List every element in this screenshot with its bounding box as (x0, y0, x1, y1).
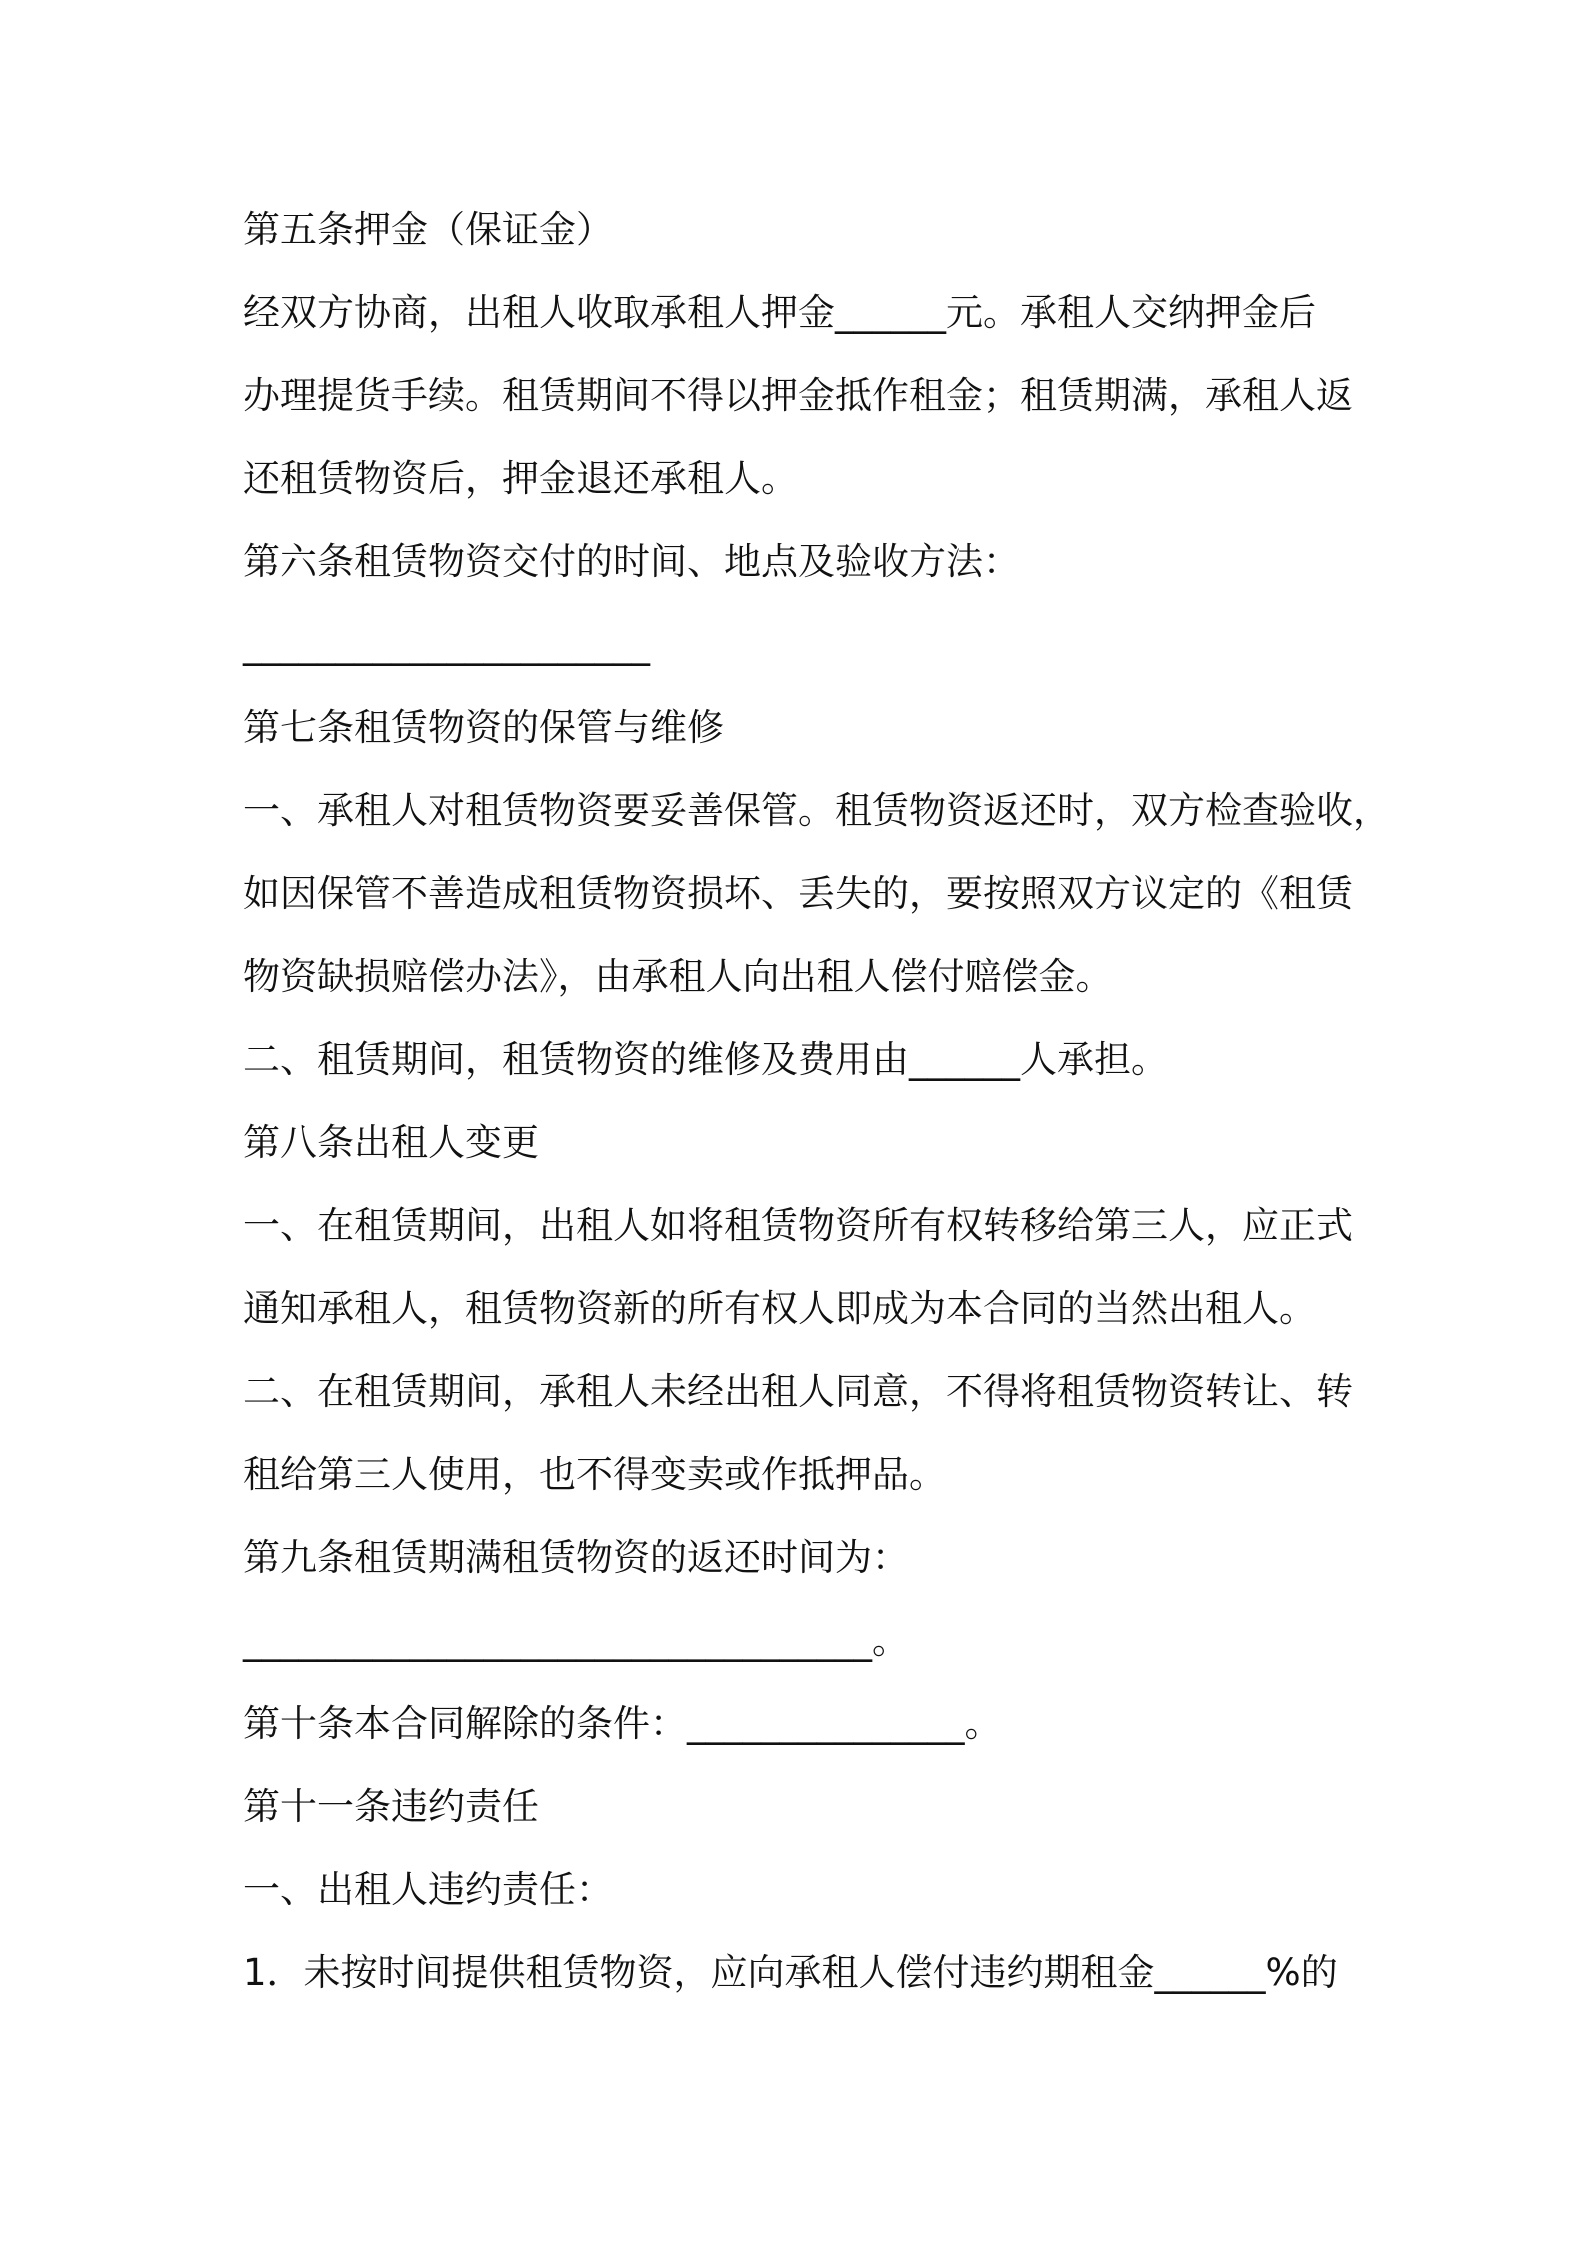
contract-text (243, 198, 1390, 2024)
article-8-clause-2-line-1: 二、在租赁期间，承租人未经出租人同意，不得将租赁物资转让、转 (243, 1370, 1353, 1413)
article-11-item-1: 1．未按时间提供租赁物资，应向承租人偿付违约期租金______%的 (243, 1951, 1338, 1994)
article-8-clause-1-line-2: 通知承租人，租赁物资新的所有权人即成为本合同的当然出租人。 (243, 1287, 1316, 1330)
article-11-heading: 第十一条违约责任 (243, 1785, 539, 1828)
article-8-heading: 第八条出租人变更 (243, 1121, 539, 1164)
article-5-paragraph-line-3: 还租赁物资后，押金退还承租人。 (243, 457, 798, 500)
article-10-line: 第十条本合同解除的条件：_______________。 (243, 1702, 1002, 1745)
article-11-lessor-heading: 一、出租人违约责任： (243, 1868, 613, 1911)
article-8-clause-1-line-1: 一、在租赁期间，出租人如将租赁物资所有权转移给第三人，应正式 (243, 1204, 1353, 1247)
article-6-heading: 第六条租赁物资交付的时间、地点及验收方法： (243, 540, 1020, 583)
article-9-blank-line: __________________________________。 (243, 1619, 909, 1662)
article-5-heading: 第五条押金（保证金） (243, 208, 613, 251)
article-6-blank-line: ______________________ (243, 623, 650, 666)
article-7-clause-1-line-1: 一、承租人对租赁物资要妥善保管。租赁物资返还时，双方检查验收， (243, 789, 1390, 832)
article-5-paragraph-line-2: 办理提货手续。租赁期间不得以押金抵作租金；租赁期满，承租人返 (243, 374, 1353, 417)
article-7-heading: 第七条租赁物资的保管与维修 (243, 706, 724, 749)
article-7-clause-2: 二、租赁期间，租赁物资的维修及费用由______人承担。 (243, 1038, 1168, 1081)
article-8-clause-2-line-2: 租给第三人使用，也不得变卖或作抵押品。 (243, 1453, 946, 1496)
article-9-heading: 第九条租赁期满租赁物资的返还时间为： (243, 1536, 909, 1579)
article-5-paragraph-line-1: 经双方协商，出租人收取承租人押金______元。承租人交纳押金后 (243, 291, 1316, 334)
article-7-clause-1-line-2: 如因保管不善造成租赁物资损坏、丢失的，要按照双方议定的《租赁 (243, 872, 1353, 915)
article-7-clause-1-line-3: 物资缺损赔偿办法》，由承租人向出租人偿付赔偿金。 (243, 955, 1113, 998)
